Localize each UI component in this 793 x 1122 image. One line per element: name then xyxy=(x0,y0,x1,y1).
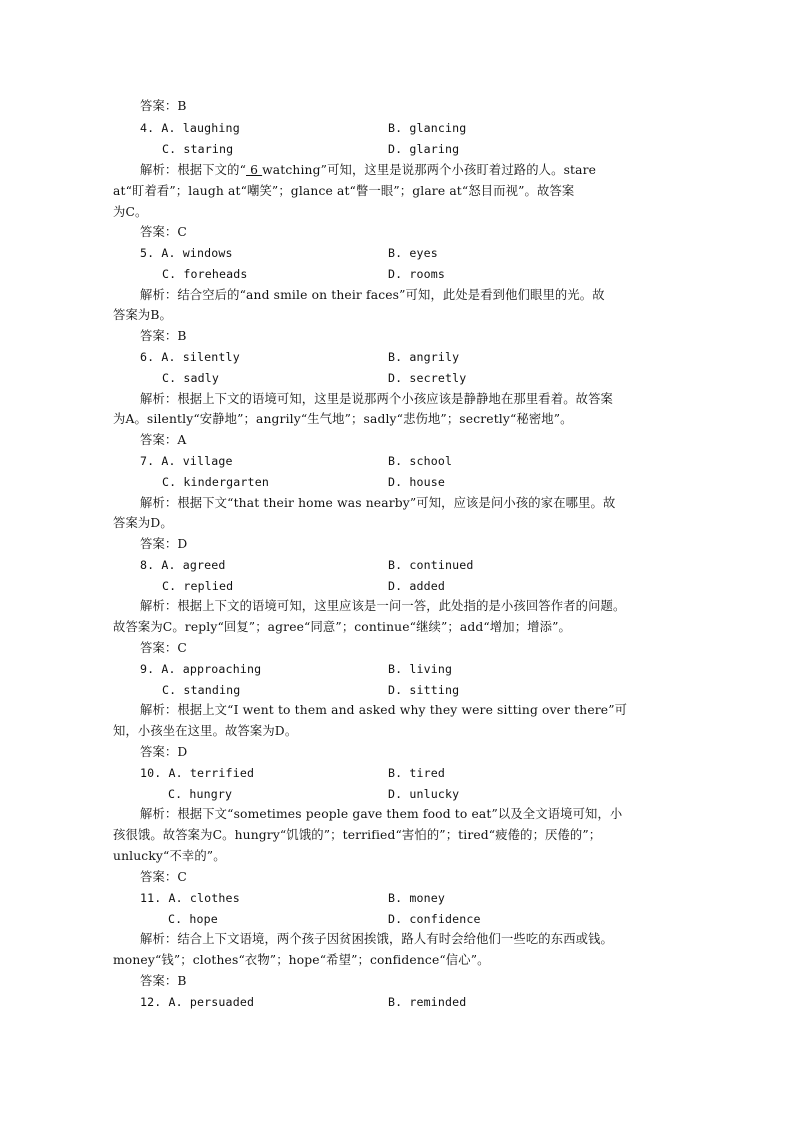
explanation-line: 解析：根据上下文的语境可知，这里应该是一问一答，此处指的是小孩回答作者的问题。 xyxy=(140,599,626,613)
option-a: 6. A. silently xyxy=(140,350,240,364)
option-a: 7. A. village xyxy=(140,454,233,468)
question-7-row-1 xyxy=(0,451,793,471)
option-d: D. confidence xyxy=(388,912,481,926)
answer-line: 答案：A xyxy=(140,433,187,447)
question-5-row-1 xyxy=(0,243,793,263)
question-8-row-1 xyxy=(0,555,793,575)
explanation-line: unlucky“不幸的”。 xyxy=(113,849,226,863)
explanation-line: 解析：根据下文“sometimes people gave them food to eat”以及全文语境可知，小 xyxy=(140,807,623,821)
question-9-row-2 xyxy=(0,680,793,700)
option-d: D. glaring xyxy=(388,142,460,156)
option-a: 11. A. clothes xyxy=(140,891,240,905)
option-b: B. eyes xyxy=(388,246,438,260)
option-b: B. angrily xyxy=(388,350,460,364)
option-b: B. tired xyxy=(388,766,446,780)
answer-line: 答案：D xyxy=(140,745,188,759)
option-b: B. money xyxy=(388,891,446,905)
question-6-row-2 xyxy=(0,368,793,388)
option-b: B. reminded xyxy=(388,995,467,1009)
option-c: C. hope xyxy=(168,912,218,926)
option-b: B. school xyxy=(388,454,453,468)
answer-line: 答案：D xyxy=(140,537,188,551)
option-d: D. unlucky xyxy=(388,787,460,801)
option-d: D. secretly xyxy=(388,371,467,385)
option-c: C. sadly xyxy=(162,371,220,385)
question-8-row-2 xyxy=(0,576,793,596)
explanation-line: 解析：根据下文“that their home was nearby”可知，应该是问小孩的家在哪里。故 xyxy=(140,496,616,510)
option-d: D. sitting xyxy=(388,683,460,697)
option-c: C. foreheads xyxy=(162,267,248,281)
option-a: 12. A. persuaded xyxy=(140,995,255,1009)
explanation-line: 为A。silently“安静地”；angrily“生气地”；sadly“悲伤地”；secretly“秘密地”。 xyxy=(113,412,573,426)
option-d: D. added xyxy=(388,579,446,593)
explanation-line: 解析：根据上下文的语境可知，这里是说那两个小孩应该是静静地在那里看着。故答案 xyxy=(140,392,613,406)
question-11-row-1 xyxy=(0,888,793,908)
option-a: 4. A. laughing xyxy=(140,121,240,135)
option-a: 8. A. agreed xyxy=(140,558,226,572)
question-6-row-1 xyxy=(0,347,793,367)
explanation-line: 孩很饿。故答案为C。hungry“饥饿的”；terrified“害怕的”；tired“疲倦的；厌倦的”； xyxy=(113,828,602,842)
explanation-line: 为C。 xyxy=(113,205,148,219)
option-c: C. hungry xyxy=(168,787,233,801)
question-5-row-2 xyxy=(0,264,793,284)
explanation-line: 知，小孩坐在这里。故答案为D。 xyxy=(113,724,298,738)
question-4-row-2 xyxy=(0,139,793,159)
blank-6: 6 xyxy=(246,163,263,177)
explanation-line: at“盯着看”；laugh at“嘲笑”；glance at“瞥一眼”；glare at“怒目而视”。故答案 xyxy=(113,184,575,198)
answer-line: 答案：C xyxy=(140,641,187,655)
option-b: B. continued xyxy=(388,558,474,572)
explanation-line: 解析：根据上文“I went to them and asked why they were sitting over there”可 xyxy=(140,703,628,717)
option-a: 5. A. windows xyxy=(140,246,233,260)
explanation-line: 解析：根据下文的“ 6 watching”可知，这里是说那两个小孩盯着过路的人。stare xyxy=(140,163,597,177)
option-a: 10. A. terrified xyxy=(140,766,255,780)
answer-line: 答案：C xyxy=(140,870,187,884)
answer-line: 答案：B xyxy=(140,329,187,343)
explanation-line: 答案为B。 xyxy=(113,308,172,322)
option-a: 9. A. approaching xyxy=(140,662,262,676)
answer-line: 答案：C xyxy=(140,225,187,239)
question-10-row-2 xyxy=(0,784,793,804)
question-7-row-2 xyxy=(0,472,793,492)
question-12-row-1 xyxy=(0,992,793,1012)
option-c: C. kindergarten xyxy=(162,475,269,489)
option-c: C. staring xyxy=(162,142,234,156)
explanation-line: 答案为D。 xyxy=(113,516,173,530)
question-11-row-2 xyxy=(0,909,793,929)
answer-line: 答案：B xyxy=(140,974,187,988)
option-b: B. living xyxy=(388,662,453,676)
question-4-row-1 xyxy=(0,118,793,138)
explanation-line: money“钱”；clothes“衣物”；hope“希望”；confidence“信心”。 xyxy=(113,953,490,967)
option-b: B. glancing xyxy=(388,121,467,135)
explanation-line: 解析：结合上下文语境，两个孩子因贫困挨饿，路人有时会给他们一些吃的东西或钱。 xyxy=(140,932,613,946)
option-d: D. house xyxy=(388,475,446,489)
explanation-line: 故答案为C。reply“回复”；agree“同意”；continue“继续”；add“增加；增添”。 xyxy=(113,620,571,634)
option-d: D. rooms xyxy=(388,267,446,281)
explanation-line: 解析：结合空后的“and smile on their faces”可知，此处是看到他们眼里的光。故 xyxy=(140,288,605,302)
question-10-row-1 xyxy=(0,763,793,783)
answer-line: 答案：B xyxy=(140,99,187,113)
question-9-row-1 xyxy=(0,659,793,679)
option-c: C. standing xyxy=(162,683,241,697)
option-c: C. replied xyxy=(162,579,234,593)
